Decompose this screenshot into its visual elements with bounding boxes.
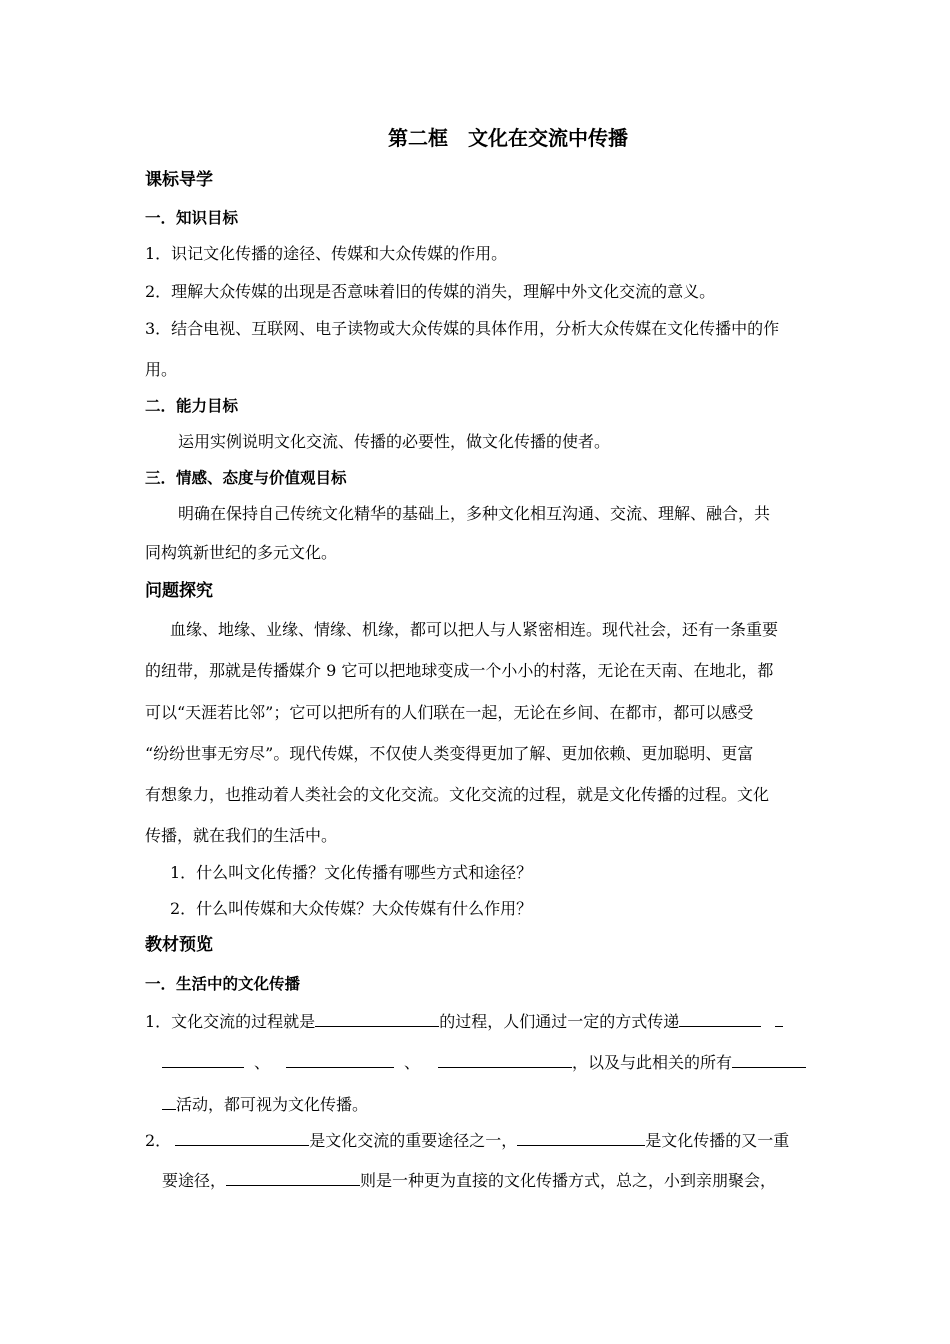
values-goal-line-1: 明确在保持自己传统文化精华的基础上，多种文化相互沟通、交流、理解、融合，共 [178, 504, 771, 523]
fill-in-text: 2． [145, 1131, 172, 1150]
section-heading-preview: 教材预览 [145, 935, 213, 955]
answer-blank[interactable] [315, 1011, 439, 1027]
goal-item-1: 1．识记文化传播的途径、传媒和大众传媒的作用。 [145, 244, 508, 263]
subheading-knowledge-goals: 一．知识目标 [145, 208, 239, 227]
fill-in-separator: 、 [254, 1053, 271, 1072]
answer-blank[interactable] [175, 1130, 309, 1146]
goal-item-2: 2．理解大众传媒的出现是否意味着旧的传媒的消失，理解中外文化交流的意义。 [145, 282, 716, 301]
fill-in-text: 是文化交流的重要途径之一， [309, 1131, 518, 1150]
fill-in-line-1 [145, 1011, 810, 1032]
fill-in-text: 1．文化交流的过程就是 [145, 1012, 316, 1031]
fill-in-text: 要途径， [162, 1171, 227, 1190]
fill-in-text: 是文化传播的又一重 [645, 1131, 790, 1150]
answer-blank[interactable] [286, 1052, 394, 1068]
inquiry-question-2: 2．什么叫传媒和大众传媒？大众传媒有什么作用？ [170, 899, 533, 918]
inquiry-line-3: 可以“天涯若比邻”；它可以把所有的人们联在一起，无论在乡间、在都市，都可以感受 [145, 703, 754, 722]
fill-in-line-4 [145, 1130, 810, 1151]
inquiry-line-6: 传播，就在我们的生活中。 [145, 826, 338, 845]
subheading-ability-goals: 二．能力目标 [145, 396, 239, 415]
answer-blank[interactable] [438, 1052, 572, 1068]
subheading-values-goals: 三．情感、态度与价值观目标 [145, 468, 347, 487]
inquiry-line-5: 有想象力，也推动着人类社会的文化交流。文化交流的过程，就是文化传播的过程。文化 [145, 785, 770, 804]
inquiry-question-1: 1．什么叫文化传播？文化传播有哪些方式和途径？ [170, 863, 533, 882]
answer-blank[interactable] [775, 1011, 783, 1027]
fill-in-text: 的过程，人们通过一定的方式传递 [439, 1012, 680, 1031]
page-title: 第二框 文化在交流中传播 [388, 126, 628, 150]
fill-in-text: 则是一种更为直接的文化传播方式，总之，小到亲朋聚会， [360, 1171, 777, 1190]
inquiry-line-1: 血缘、地缘、业缘、情缘、机缘，都可以把人与人紧密相连。现代社会，还有一条重要 [170, 620, 779, 639]
inquiry-line-2: 的纽带，那就是传播媒介 9 它可以把地球变成一个小小的村落，无论在天南、在地北，都 [145, 661, 774, 680]
fill-in-line-5 [162, 1170, 776, 1191]
inquiry-line-4: “纷纷世事无穷尽”。现代传媒，不仅使人类变得更加了解、更加依赖、更加聪明、更富 [145, 744, 754, 763]
section-heading-guide: 课标导学 [145, 170, 213, 190]
ability-goal-text: 运用实例说明文化交流、传播的必要性，做文化传播的使者。 [178, 432, 611, 451]
answer-blank[interactable] [732, 1052, 806, 1068]
fill-in-line-3 [162, 1094, 368, 1115]
fill-in-text: ，以及与此相关的所有 [572, 1053, 733, 1072]
answer-blank[interactable] [679, 1011, 761, 1027]
answer-blank[interactable] [162, 1052, 244, 1068]
answer-blank[interactable] [162, 1094, 176, 1110]
fill-in-text: 活动，都可视为文化传播。 [176, 1095, 369, 1114]
answer-blank[interactable] [517, 1130, 645, 1146]
goal-item-3-line-1: 3．结合电视、互联网、电子读物或大众传媒的具体作用，分析大众传媒在文化传播中的作 [145, 319, 780, 338]
fill-in-line-2 [162, 1052, 807, 1073]
goal-item-3-line-2: 用。 [145, 360, 178, 379]
values-goal-line-2: 同构筑新世纪的多元文化。 [145, 543, 338, 562]
answer-blank[interactable] [226, 1170, 360, 1186]
fill-in-separator: 、 [404, 1053, 421, 1072]
subheading-cultural-spread: 一．生活中的文化传播 [145, 974, 301, 993]
section-heading-inquiry: 问题探究 [145, 581, 213, 601]
